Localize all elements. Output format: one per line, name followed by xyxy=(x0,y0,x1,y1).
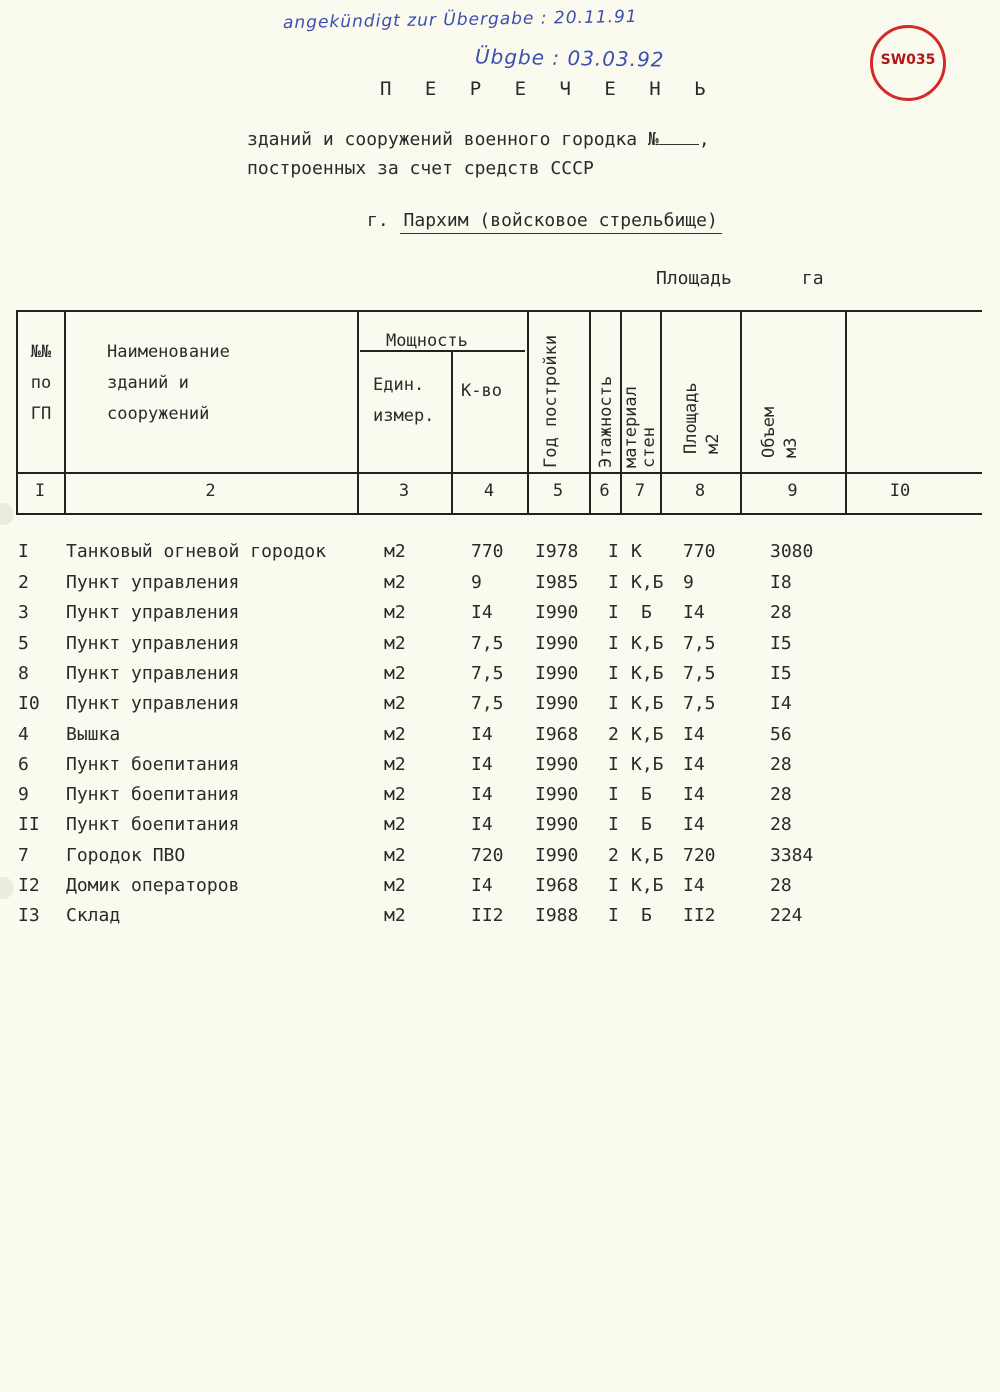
cell-name: Пункт управления xyxy=(66,633,240,654)
header-qty: К-во xyxy=(461,381,502,401)
cell-material: К,Б xyxy=(631,875,664,896)
cell-volume: I5 xyxy=(770,663,792,684)
table-row xyxy=(0,633,1000,663)
cell-floors: I xyxy=(608,784,619,805)
cell-num: 8 xyxy=(18,663,29,684)
cell-area: I4 xyxy=(683,814,705,835)
cell-name: Танковый огневой городок xyxy=(66,541,327,562)
cell-material: Б xyxy=(641,784,652,805)
cell-unit: м2 xyxy=(384,693,406,714)
table-row xyxy=(0,784,1000,814)
cell-volume: 28 xyxy=(770,814,792,835)
blank-field xyxy=(659,128,699,145)
cell-area: I4 xyxy=(683,602,705,623)
cell-qty: I4 xyxy=(471,784,493,805)
cell-num: 6 xyxy=(18,754,29,775)
cell-name: Пункт управления xyxy=(66,602,240,623)
cell-area: I4 xyxy=(683,784,705,805)
cell-qty: I4 xyxy=(471,602,493,623)
cell-year: I990 xyxy=(535,633,579,654)
cell-floors: I xyxy=(608,633,619,654)
cell-name: Пункт боепитания xyxy=(66,814,240,835)
table-row xyxy=(0,572,1000,602)
table-row xyxy=(0,541,1000,571)
cell-unit: м2 xyxy=(384,875,406,896)
cell-qty: 770 xyxy=(471,541,504,562)
table-row xyxy=(0,602,1000,632)
cell-num: 3 xyxy=(18,602,29,623)
cell-name: Пункт боепитания xyxy=(66,754,240,775)
cell-year: I968 xyxy=(535,875,579,896)
cell-qty: I4 xyxy=(471,724,493,745)
area-line xyxy=(656,268,824,289)
cell-volume: I8 xyxy=(770,572,792,593)
cell-unit: м2 xyxy=(384,845,406,866)
cell-name: Городок ПВО xyxy=(66,845,186,866)
cell-material: Б xyxy=(641,602,652,623)
cell-name: Пункт управления xyxy=(66,693,240,714)
city-line xyxy=(367,210,722,234)
cell-unit: м2 xyxy=(384,905,406,926)
cell-num: I0 xyxy=(18,693,40,714)
cell-floors: I xyxy=(608,602,619,623)
subtitle-text: зданий и сооружений военного городка № xyxy=(247,129,659,150)
cell-year: I990 xyxy=(535,663,579,684)
column-number: 6 xyxy=(599,481,610,501)
cell-num: 9 xyxy=(18,784,29,805)
cell-material: К,Б xyxy=(631,845,664,866)
cell-year: I985 xyxy=(535,572,579,593)
cell-material: К,Б xyxy=(631,754,664,775)
cell-year: I990 xyxy=(535,845,579,866)
cell-year: I968 xyxy=(535,724,579,745)
area-label: Площадь xyxy=(656,268,732,289)
cell-qty: II2 xyxy=(471,905,504,926)
cell-floors: I xyxy=(608,693,619,714)
header-name-line: сооружений xyxy=(107,404,210,424)
column-number: 7 xyxy=(634,481,646,501)
cell-volume: 3080 xyxy=(770,541,814,562)
cell-year: I978 xyxy=(535,541,579,562)
cell-material: К,Б xyxy=(631,572,664,593)
cell-qty: I4 xyxy=(471,754,493,775)
cell-floors: I xyxy=(608,905,619,926)
cell-name: Вышка xyxy=(66,724,121,745)
cell-unit: м2 xyxy=(384,572,406,593)
column-number: 8 xyxy=(694,481,706,501)
cell-material: К,Б xyxy=(631,633,664,654)
cell-floors: 2 xyxy=(608,724,619,745)
cell-material: К,Б xyxy=(631,724,664,745)
cell-area: 7,5 xyxy=(683,633,716,654)
cell-volume: 224 xyxy=(770,905,803,926)
cell-year: I990 xyxy=(535,754,579,775)
table-row xyxy=(0,663,1000,693)
column-number: 4 xyxy=(483,481,495,501)
table-row xyxy=(0,724,1000,754)
cell-material: К xyxy=(631,541,642,562)
header-name-line: Наименование xyxy=(107,342,230,362)
cell-area: I4 xyxy=(683,875,705,896)
numbers-bottom-border xyxy=(16,513,982,515)
cell-volume: 56 xyxy=(770,724,792,745)
cell-name: Домик операторов xyxy=(66,875,240,896)
cell-num: I3 xyxy=(18,905,40,926)
cell-area: I4 xyxy=(683,724,705,745)
cell-year: I990 xyxy=(535,784,579,805)
header-year: Год постройки xyxy=(541,334,561,468)
cell-unit: м2 xyxy=(384,602,406,623)
cell-qty: 7,5 xyxy=(471,633,504,654)
header-unit-line: Един. xyxy=(373,375,425,395)
header-volume-line: Объем xyxy=(759,406,779,458)
cell-qty: 7,5 xyxy=(471,693,504,714)
cell-volume: 28 xyxy=(770,875,792,896)
table-row xyxy=(0,693,1000,723)
cell-area: II2 xyxy=(683,905,716,926)
cell-unit: м2 xyxy=(384,663,406,684)
cell-material: К,Б xyxy=(631,663,664,684)
area-unit: га xyxy=(801,268,824,289)
column-number: I xyxy=(34,481,46,501)
subtitle-comma: , xyxy=(698,129,710,150)
cell-qty: 7,5 xyxy=(471,663,504,684)
table-row xyxy=(0,754,1000,784)
cell-floors: I xyxy=(608,572,619,593)
header-bottom-border xyxy=(16,472,982,474)
cell-qty: 720 xyxy=(471,845,504,866)
cell-floors: I xyxy=(608,875,619,896)
cell-floors: I xyxy=(608,754,619,775)
cell-floors: I xyxy=(608,541,619,562)
header-volume-line: м3 xyxy=(781,437,801,458)
cell-floors: I xyxy=(608,814,619,835)
subtitle-line-1 xyxy=(247,128,710,150)
handwritten-note-announced: angekündigt zur Übergabe : 20.11.91 xyxy=(282,6,638,34)
header-area-line: м2 xyxy=(703,433,723,454)
handwritten-note-handover: Übgbe : 03.03.92 xyxy=(474,44,665,72)
cell-material: Б xyxy=(641,814,652,835)
cell-name: Пункт управления xyxy=(66,572,240,593)
cell-floors: 2 xyxy=(608,845,619,866)
cell-num: 4 xyxy=(18,724,29,745)
cell-name: Пункт боепитания xyxy=(66,784,240,805)
cell-floors: I xyxy=(608,663,619,684)
cell-unit: м2 xyxy=(384,784,406,805)
table-row xyxy=(0,814,1000,844)
cell-volume: I4 xyxy=(770,693,792,714)
cell-num: 2 xyxy=(18,572,29,593)
cell-qty: I4 xyxy=(471,814,493,835)
cell-unit: м2 xyxy=(384,814,406,835)
cell-material: К,Б xyxy=(631,693,664,714)
cell-name: Склад xyxy=(66,905,121,926)
cell-num: I2 xyxy=(18,875,40,896)
cell-area: 7,5 xyxy=(683,693,716,714)
city-prefix: г. xyxy=(367,210,389,231)
cell-area: 7,5 xyxy=(683,663,716,684)
column-number: 2 xyxy=(205,481,216,501)
header-material-line: стен xyxy=(639,427,659,468)
cell-volume: I5 xyxy=(770,633,792,654)
header-num-line: по xyxy=(30,373,52,393)
stamp-label: SW035 xyxy=(880,52,936,68)
cell-num: 7 xyxy=(18,845,29,866)
punch-hole xyxy=(0,503,14,525)
table-row xyxy=(0,875,1000,905)
cell-volume: 28 xyxy=(770,754,792,775)
header-num-line: №№ xyxy=(30,342,52,362)
cell-unit: м2 xyxy=(384,541,406,562)
archive-stamp xyxy=(870,25,946,101)
cell-volume: 28 xyxy=(770,784,792,805)
cell-num: I xyxy=(18,541,29,562)
header-name xyxy=(107,337,230,430)
cell-area: I4 xyxy=(683,754,705,775)
header-unit xyxy=(373,370,434,432)
header-name-line: зданий и xyxy=(107,373,189,393)
cell-area: 9 xyxy=(683,572,694,593)
cell-unit: м2 xyxy=(384,754,406,775)
table-top-border xyxy=(16,310,982,312)
cell-name: Пункт управления xyxy=(66,663,240,684)
header-area xyxy=(680,356,724,454)
cell-unit: м2 xyxy=(384,633,406,654)
cell-qty: I4 xyxy=(471,875,493,896)
header-floors: Этажность xyxy=(596,375,616,468)
header-volume xyxy=(758,378,802,458)
city-name: Пархим (войсковое стрельбище) xyxy=(400,210,722,234)
cell-year: I990 xyxy=(535,693,579,714)
header-area-line: Площадь xyxy=(681,382,701,454)
column-number: 5 xyxy=(552,481,564,501)
column-number: 3 xyxy=(398,481,410,501)
column-number: 9 xyxy=(787,481,798,501)
cell-num: II xyxy=(18,814,40,835)
header-capacity: Мощность xyxy=(386,331,468,351)
cell-volume: 28 xyxy=(770,602,792,623)
header-unit-line: измер. xyxy=(373,406,435,426)
table-row xyxy=(0,905,1000,935)
cell-year: I988 xyxy=(535,905,579,926)
cell-material: Б xyxy=(641,905,652,926)
cell-unit: м2 xyxy=(384,724,406,745)
header-num-line: ГП xyxy=(30,404,52,424)
subtitle-line-2: построенных за счет средств СССР xyxy=(247,158,594,179)
cell-volume: 3384 xyxy=(770,845,814,866)
table-row xyxy=(0,845,1000,875)
cell-qty: 9 xyxy=(471,572,482,593)
column-number: I0 xyxy=(889,481,911,501)
document-title: П Е Р Е Ч Е Н Ь xyxy=(380,78,717,100)
header-material xyxy=(622,318,658,468)
cell-num: 5 xyxy=(18,633,29,654)
cell-area: 720 xyxy=(683,845,716,866)
header-material-line: материал xyxy=(621,386,641,468)
header-num xyxy=(22,337,60,430)
cell-year: I990 xyxy=(535,814,579,835)
cell-area: 770 xyxy=(683,541,716,562)
cell-year: I990 xyxy=(535,602,579,623)
